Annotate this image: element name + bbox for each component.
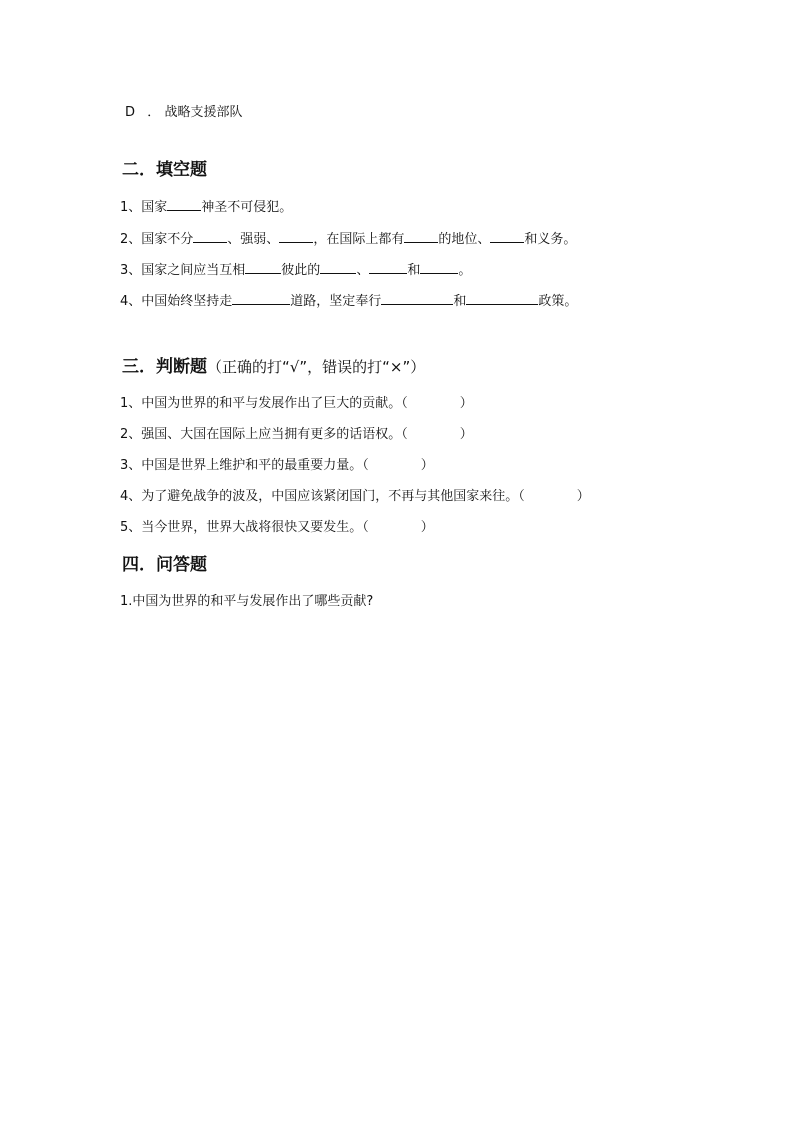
close-paren: ） — [459, 427, 473, 442]
fill-question-4 — [120, 292, 577, 310]
section-true-false-label: 三．判断题 — [122, 357, 207, 377]
question-text: 彼此的 — [281, 263, 321, 278]
option-d-label: D — [125, 105, 136, 120]
question-text: 、 — [356, 263, 370, 278]
question-text: 国家之间应当互相 — [141, 263, 246, 278]
question-number: 5、 — [120, 520, 142, 535]
answer-blank[interactable] — [381, 292, 453, 305]
question-text: 神圣不可侵犯。 — [201, 200, 293, 215]
question-text: 和义务。 — [524, 232, 577, 247]
fill-question-2 — [120, 230, 576, 248]
answer-blank[interactable] — [167, 198, 201, 211]
question-number: 2、 — [120, 427, 142, 442]
question-text: 和 — [407, 263, 421, 278]
question-text: 强国、大国在国际上应当拥有更多的话语权。（ — [141, 427, 408, 442]
fill-question-1 — [120, 198, 292, 216]
question-text: 、强弱、 — [227, 232, 280, 247]
question-text: 。 — [458, 263, 472, 278]
fill-question-3 — [120, 261, 471, 279]
section-fill-blank-title: 二．填空题 — [122, 160, 207, 180]
answer-blank[interactable] — [245, 261, 281, 274]
question-text: ，在国际上都有 — [313, 232, 405, 247]
question-text: 道路，坚定奉行 — [290, 294, 382, 309]
answer-blank[interactable] — [466, 292, 538, 305]
question-text: 和 — [453, 294, 467, 309]
close-paren: ） — [420, 458, 434, 473]
answer-blank[interactable] — [279, 230, 313, 243]
section-true-false-note: （正确的打“√”，错误的打“×”） — [207, 358, 426, 376]
option-d — [125, 105, 242, 121]
answer-blank[interactable] — [232, 292, 290, 305]
option-d-sep: ． — [147, 105, 161, 120]
question-text: 国家不分 — [141, 232, 194, 247]
close-paren: ） — [459, 396, 473, 411]
judge-item-4 — [120, 489, 590, 505]
answer-blank[interactable] — [420, 261, 458, 274]
close-paren: ） — [576, 489, 590, 504]
question-number: 3、 — [120, 263, 142, 278]
question-text: 政策。 — [538, 294, 578, 309]
answer-blank[interactable] — [490, 230, 524, 243]
answer-blank[interactable] — [193, 230, 227, 243]
judge-item-3 — [120, 458, 434, 474]
section-qa-title: 四．问答题 — [122, 555, 207, 575]
question-number: 1、 — [120, 200, 142, 215]
question-number: 2、 — [120, 232, 142, 247]
question-text: 国家 — [141, 200, 168, 215]
question-number: 4、 — [120, 294, 142, 309]
judge-item-2 — [120, 427, 473, 443]
answer-blank[interactable] — [404, 230, 438, 243]
question-number: 1、 — [120, 396, 142, 411]
question-text: 中国始终坚持走 — [141, 294, 233, 309]
section-true-false-title — [122, 357, 425, 377]
close-paren: ） — [420, 520, 434, 535]
option-d-text: 战略支援部队 — [164, 105, 243, 120]
question-number: 3、 — [120, 458, 142, 473]
answer-blank[interactable] — [369, 261, 407, 274]
judge-item-5 — [120, 520, 434, 536]
qa-question-1: 1.中国为世界的和平与发展作出了哪些贡献? — [120, 594, 374, 609]
question-text: 为了避免战争的波及，中国应该紧闭国门，不再与其他国家来往。（ — [141, 489, 525, 504]
answer-blank[interactable] — [320, 261, 356, 274]
question-number: 4、 — [120, 489, 142, 504]
judge-item-1 — [120, 396, 473, 412]
question-text: 的地位、 — [438, 232, 491, 247]
question-text: 中国是世界上维护和平的最重要力量。（ — [141, 458, 369, 473]
question-text: 当今世界，世界大战将很快又要发生。（ — [141, 520, 369, 535]
question-text: 中国为世界的和平与发展作出了巨大的贡献。（ — [141, 396, 408, 411]
